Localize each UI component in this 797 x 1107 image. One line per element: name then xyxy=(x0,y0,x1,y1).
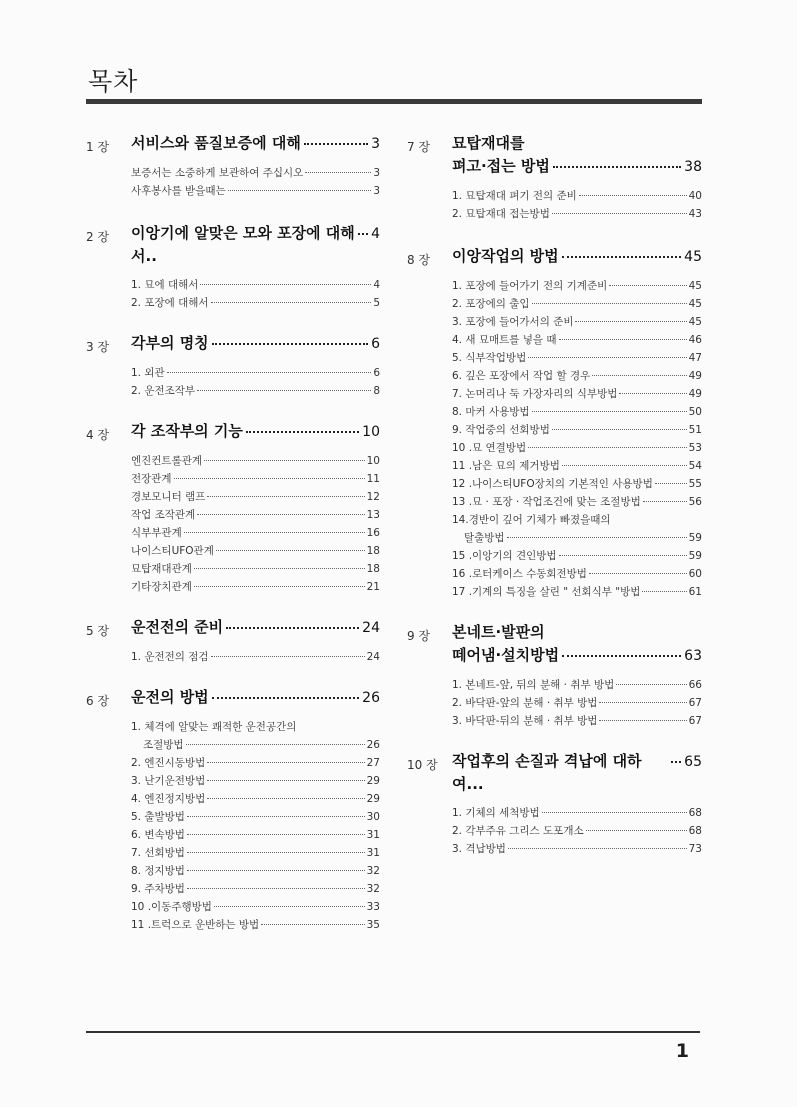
toc-entry xyxy=(131,542,380,560)
toc-entry xyxy=(131,648,380,666)
toc-entry xyxy=(131,294,380,312)
entry-label: 2. 바닥판-앞의 분해 · 취부 방법 xyxy=(452,697,598,709)
chapter-title-line: 본네트·발판의 xyxy=(452,623,545,641)
dot-leader xyxy=(562,655,681,657)
entry-page: 31 xyxy=(366,829,380,841)
toc-entry xyxy=(452,313,702,331)
dot-leader xyxy=(207,780,364,781)
entry-label: 15 .이앙기의 견인방법 xyxy=(452,550,557,562)
chapter-title-row xyxy=(131,686,380,710)
chapter-items xyxy=(452,277,702,601)
chapter-page: 26 xyxy=(362,690,380,706)
entry-label: 1. 외관 xyxy=(131,367,165,379)
entry-label: 2. 묘탑재대 접는방법 xyxy=(452,208,550,220)
chapter-title-line: 서비스와 품질보증에 대해 xyxy=(131,134,301,152)
dot-leader xyxy=(228,190,372,191)
entry-page: 29 xyxy=(366,793,380,805)
toc-entry xyxy=(452,583,702,601)
toc-entry xyxy=(131,560,380,578)
toc-entry xyxy=(452,511,702,529)
toc-entry xyxy=(452,295,702,313)
toc-chapter xyxy=(86,420,380,596)
entry-page: 68 xyxy=(688,807,702,819)
toc-entry xyxy=(452,403,702,421)
entry-page: 66 xyxy=(688,679,702,691)
chapter-number: 4 장 xyxy=(86,428,110,442)
toc-entry xyxy=(131,826,380,844)
chapter-title-row xyxy=(131,222,380,268)
dot-leader xyxy=(559,339,687,340)
entry-page: 35 xyxy=(366,919,380,931)
dot-leader xyxy=(643,501,687,502)
entry-page: 26 xyxy=(366,739,380,751)
toc-entry xyxy=(452,439,702,457)
entry-label: 나이스티UFO관계 xyxy=(131,545,214,557)
toc-chapter xyxy=(86,222,380,312)
dot-leader xyxy=(211,302,372,303)
dot-leader xyxy=(226,627,359,629)
entry-label: 1. 포장에 들어가기 전의 기계준비 xyxy=(452,280,608,292)
dot-leader xyxy=(559,555,687,556)
dot-leader xyxy=(553,166,681,168)
toc-entry xyxy=(131,276,380,294)
toc-entry xyxy=(131,898,380,916)
entry-label: 1. 묘탑재대 펴기 전의 준비 xyxy=(452,190,577,202)
entry-label: 1. 운전전의 점검 xyxy=(131,651,209,663)
dot-leader xyxy=(616,684,686,685)
chapter-title xyxy=(131,222,380,268)
entry-label: 3. 난기운전방법 xyxy=(131,775,206,787)
dot-leader xyxy=(200,284,371,285)
chapter-title xyxy=(131,686,380,710)
chapter-number: 9 장 xyxy=(407,629,431,643)
entry-label: 식부부관계 xyxy=(131,527,182,539)
toc-entry xyxy=(131,470,380,488)
entry-page: 24 xyxy=(366,651,380,663)
entry-label: 3. 격납방법 xyxy=(452,843,506,855)
chapter-items xyxy=(452,676,702,730)
entry-label: 1. 묘에 대해서 xyxy=(131,279,199,291)
chapter-title-line: 각부의 명칭 xyxy=(131,334,209,352)
dot-leader xyxy=(586,830,687,831)
entry-label: 3. 포장에 들어가서의 준비 xyxy=(452,316,574,328)
dot-leader xyxy=(609,285,686,286)
chapter-title xyxy=(452,132,702,179)
title-divider xyxy=(86,99,702,104)
dot-leader xyxy=(197,514,364,515)
chapter-number: 1 장 xyxy=(86,140,110,154)
entry-label: 11 .남은 묘의 제거방법 xyxy=(452,460,560,472)
page-title: 목차 xyxy=(88,67,139,96)
entry-label: 2. 각부주유 그리스 도포개소 xyxy=(452,825,584,837)
chapter-page: 10 xyxy=(362,424,380,440)
toc-chapter xyxy=(86,132,380,200)
toc-entry xyxy=(131,506,380,524)
entry-page: 29 xyxy=(366,775,380,787)
dot-leader xyxy=(187,816,365,817)
dot-leader xyxy=(194,568,365,569)
entry-label: 2. 포장에 대해서 xyxy=(131,297,209,309)
toc-entry xyxy=(452,712,702,730)
chapter-number: 3 장 xyxy=(86,340,110,354)
toc-entry xyxy=(131,754,380,772)
toc-entry xyxy=(131,452,380,470)
dot-leader xyxy=(304,143,368,145)
dot-leader xyxy=(167,372,372,373)
dot-leader xyxy=(655,483,687,484)
chapter-items xyxy=(131,364,380,400)
toc-entry xyxy=(452,493,702,511)
entry-label: 2. 운전조작부 xyxy=(131,385,196,397)
entry-label: 7. 선회방법 xyxy=(131,847,185,859)
entry-page: 45 xyxy=(688,280,702,292)
entry-label: 13 .묘 · 포장 · 작업조건에 맞는 조절방법 xyxy=(452,496,641,508)
entry-label: 4. 새 묘매트를 넣을 때 xyxy=(452,334,557,346)
chapter-title-row xyxy=(452,155,702,179)
entry-label: 11 .트럭으로 운반하는 방법 xyxy=(131,919,260,931)
toc-entry xyxy=(131,880,380,898)
entry-label: 엔진컨트롤관계 xyxy=(131,455,203,467)
entry-page: 45 xyxy=(688,316,702,328)
dot-leader xyxy=(214,906,365,907)
toc-entry xyxy=(131,736,380,754)
chapter-items xyxy=(131,452,380,596)
entry-page: 27 xyxy=(366,757,380,769)
entry-page: 4 xyxy=(373,279,380,291)
entry-label: 9. 작업중의 선회방법 xyxy=(452,424,550,436)
entry-page: 40 xyxy=(688,190,702,202)
dot-leader xyxy=(212,343,368,345)
entry-page: 47 xyxy=(688,352,702,364)
entry-page: 55 xyxy=(688,478,702,490)
entry-label: 1. 본네트-앞, 뒤의 분해 · 취부 방법 xyxy=(452,679,615,691)
dot-leader xyxy=(592,375,686,376)
entry-page: 61 xyxy=(688,586,702,598)
toc-chapter xyxy=(407,245,702,601)
entry-label: 2. 포장에의 출입 xyxy=(452,298,530,310)
entry-label: 9. 주차방법 xyxy=(131,883,185,895)
chapter-title-line: 펴고·접는 방법 xyxy=(452,157,550,175)
dot-leader xyxy=(542,812,687,813)
dot-leader xyxy=(187,888,365,889)
entry-page: 50 xyxy=(688,406,702,418)
entry-label: 10 .이동주행방법 xyxy=(131,901,212,913)
entry-page: 5 xyxy=(373,297,380,309)
chapter-title-row xyxy=(452,750,702,796)
entry-label: 전장관계 xyxy=(131,473,172,485)
chapter-items xyxy=(131,164,380,200)
entry-page: 49 xyxy=(688,388,702,400)
chapter-title xyxy=(452,621,702,668)
entry-page: 8 xyxy=(373,385,380,397)
entry-page: 32 xyxy=(366,883,380,895)
dot-leader xyxy=(619,393,686,394)
entry-page: 53 xyxy=(688,442,702,454)
toc-entry xyxy=(452,277,702,295)
toc-entry xyxy=(131,916,380,934)
dot-leader xyxy=(528,447,687,448)
entry-page: 67 xyxy=(688,697,702,709)
toc-entry xyxy=(452,694,702,712)
chapter-page: 4 xyxy=(371,226,380,242)
toc-entry xyxy=(131,382,380,400)
toc-chapter xyxy=(407,132,702,223)
toc-entry xyxy=(452,205,702,223)
chapter-items xyxy=(452,187,702,223)
entry-page: 49 xyxy=(688,370,702,382)
entry-page: 11 xyxy=(366,473,380,485)
dot-leader xyxy=(212,697,359,699)
dot-leader xyxy=(358,233,368,235)
entry-label: 보증서는 소중하게 보관하여 주십시오 xyxy=(131,167,304,179)
entry-page: 18 xyxy=(366,545,380,557)
toc-entry xyxy=(131,524,380,542)
entry-page: 32 xyxy=(366,865,380,877)
chapter-title xyxy=(452,750,702,796)
toc-chapter xyxy=(407,750,702,858)
entry-page: 16 xyxy=(366,527,380,539)
dot-leader xyxy=(184,532,365,533)
chapter-title-line: 운전전의 준비 xyxy=(131,618,224,636)
toc-entry xyxy=(452,385,702,403)
entry-page: 67 xyxy=(688,715,702,727)
toc-entry xyxy=(452,475,702,493)
dot-leader xyxy=(194,586,365,587)
toc-entry xyxy=(131,718,380,736)
toc-chapter xyxy=(407,621,702,730)
entry-page: 45 xyxy=(688,298,702,310)
entry-label: 기타장치관계 xyxy=(131,581,192,593)
chapter-page: 24 xyxy=(362,620,380,636)
chapter-title-row xyxy=(452,245,702,269)
toc-entry xyxy=(452,804,702,822)
toc-entry xyxy=(131,488,380,506)
entry-label: 묘탑재대관계 xyxy=(131,563,192,575)
toc-entry xyxy=(131,790,380,808)
dot-leader xyxy=(575,321,686,322)
entry-page: 54 xyxy=(688,460,702,472)
toc-entry xyxy=(131,844,380,862)
entry-page: 6 xyxy=(373,367,380,379)
entry-page: 21 xyxy=(366,581,380,593)
entry-page: 18 xyxy=(366,563,380,575)
entry-label: 4. 엔진정지방법 xyxy=(131,793,206,805)
dot-leader xyxy=(186,744,365,745)
dot-leader xyxy=(216,550,365,551)
chapter-title xyxy=(131,616,380,640)
entry-label: 5. 식부작업방법 xyxy=(452,352,527,364)
chapter-title-line: 떼어냄·설치방법 xyxy=(452,646,560,664)
toc-entry xyxy=(452,349,702,367)
entry-label: 16 .로터케이스 수동회전방법 xyxy=(452,568,587,580)
chapter-title-line: 운전의 방법 xyxy=(131,688,209,706)
chapter-number: 2 장 xyxy=(86,230,110,244)
chapter-title-row xyxy=(131,420,380,444)
chapter-title xyxy=(131,332,380,356)
dot-leader xyxy=(187,870,365,871)
toc-entry xyxy=(131,164,380,182)
dot-leader xyxy=(562,465,687,466)
chapter-title-row xyxy=(131,332,380,356)
chapter-page: 63 xyxy=(684,648,702,664)
entry-label: 12 .나이스티UFO장치의 기본적인 사용방법 xyxy=(452,478,653,490)
entry-page: 59 xyxy=(688,550,702,562)
entry-label: 1. 체격에 알맞는 쾌적한 운전공간의 xyxy=(131,721,297,733)
chapter-number: 6 장 xyxy=(86,694,110,708)
toc-chapter xyxy=(86,616,380,666)
chapter-number: 10 장 xyxy=(407,758,438,772)
entry-label: 8. 정지방법 xyxy=(131,865,185,877)
entry-label: 탈출방법 xyxy=(464,532,505,544)
entry-page: 30 xyxy=(366,811,380,823)
toc-entry xyxy=(452,547,702,565)
entry-label: 7. 논머리나 둑 가장자리의 식부방법 xyxy=(452,388,618,400)
toc-entry xyxy=(452,421,702,439)
toc-entry xyxy=(131,364,380,382)
entry-page: 43 xyxy=(688,208,702,220)
dot-leader xyxy=(508,848,687,849)
toc-left-column xyxy=(86,132,380,934)
toc-entry xyxy=(452,822,702,840)
entry-label: 17 .기계의 특징을 살린 " 선회식부 "방법 xyxy=(452,586,641,598)
chapter-page: 38 xyxy=(684,159,702,175)
toc-entry xyxy=(452,676,702,694)
entry-label: 2. 엔진시동방법 xyxy=(131,757,206,769)
entry-label: 조절방법 xyxy=(143,739,184,751)
entry-page: 51 xyxy=(688,424,702,436)
toc-entry xyxy=(452,457,702,475)
dot-leader xyxy=(187,834,365,835)
chapter-items xyxy=(131,648,380,666)
chapter-title xyxy=(452,245,702,269)
chapter-title-line: 묘탑재대를 xyxy=(452,134,525,152)
toc-entry xyxy=(131,182,380,200)
dot-leader xyxy=(552,429,687,430)
dot-leader xyxy=(532,411,687,412)
dot-leader xyxy=(579,195,687,196)
toc-entry xyxy=(452,565,702,583)
toc-entry xyxy=(452,331,702,349)
dot-leader xyxy=(642,591,686,592)
dot-leader xyxy=(599,702,686,703)
dot-leader xyxy=(211,656,365,657)
dot-leader xyxy=(671,761,681,763)
dot-leader xyxy=(207,496,364,497)
entry-page: 3 xyxy=(373,167,380,179)
chapter-title-row xyxy=(452,644,702,668)
dot-leader xyxy=(204,460,365,461)
entry-label: 8. 마커 사용방법 xyxy=(452,406,530,418)
entry-label: 14.경반이 깊어 기체가 빠졌을때의 xyxy=(452,514,611,526)
entry-page: 31 xyxy=(366,847,380,859)
entry-label: 3. 바닥판-뒤의 분해 · 취부 방법 xyxy=(452,715,598,727)
dot-leader xyxy=(246,431,359,433)
chapter-title-line: 각 조작부의 기능 xyxy=(131,422,243,440)
entry-page: 56 xyxy=(688,496,702,508)
chapter-number: 7 장 xyxy=(407,140,431,154)
chapter-title-line: 이앙작업의 방법 xyxy=(452,247,559,265)
entry-page: 3 xyxy=(373,185,380,197)
entry-page: 13 xyxy=(366,509,380,521)
entry-label: 10 .묘 연결방법 xyxy=(452,442,527,454)
dot-leader xyxy=(305,172,371,173)
dot-leader xyxy=(599,720,686,721)
chapter-page: 3 xyxy=(371,136,380,152)
entry-page: 10 xyxy=(366,455,380,467)
toc-entry xyxy=(131,578,380,596)
dot-leader xyxy=(207,798,364,799)
entry-label: 사후봉사를 받을때는 xyxy=(131,185,226,197)
entry-label: 6. 변속방법 xyxy=(131,829,185,841)
entry-page: 33 xyxy=(366,901,380,913)
toc-entry xyxy=(131,808,380,826)
toc-right-column xyxy=(407,132,702,858)
entry-page: 46 xyxy=(688,334,702,346)
chapter-items xyxy=(452,804,702,858)
chapter-title-row xyxy=(131,132,380,156)
entry-page: 68 xyxy=(688,825,702,837)
entry-label: 1. 기체의 세척방법 xyxy=(452,807,540,819)
entry-page: 59 xyxy=(688,532,702,544)
chapter-page: 45 xyxy=(684,249,702,265)
chapter-title-line: 이앙기에 알맞은 모와 포장에 대해서.. xyxy=(131,224,355,265)
chapter-title-line: 작업후의 손질과 격납에 대하여... xyxy=(452,752,642,793)
dot-leader xyxy=(528,357,686,358)
entry-page: 73 xyxy=(688,843,702,855)
chapter-items xyxy=(131,718,380,934)
chapter-number: 8 장 xyxy=(407,253,431,267)
dot-leader xyxy=(197,390,371,391)
dot-leader xyxy=(187,852,365,853)
toc-entry xyxy=(452,529,702,547)
dot-leader xyxy=(174,478,365,479)
dot-leader xyxy=(562,256,682,258)
toc-entry xyxy=(452,187,702,205)
chapter-items xyxy=(131,276,380,312)
toc-chapter xyxy=(86,686,380,934)
toc-entry xyxy=(131,772,380,790)
entry-label: 5. 출발방법 xyxy=(131,811,185,823)
toc-entry xyxy=(131,862,380,880)
chapter-number: 5 장 xyxy=(86,624,110,638)
entry-page: 60 xyxy=(688,568,702,580)
chapter-page: 6 xyxy=(371,336,380,352)
entry-page: 12 xyxy=(366,491,380,503)
entry-label: 경보모니터 램프 xyxy=(131,491,206,503)
entry-label: 작업 조작관계 xyxy=(131,509,196,521)
toc-entry xyxy=(452,367,702,385)
dot-leader xyxy=(261,924,364,925)
page-number: 1 xyxy=(675,1040,689,1062)
dot-leader xyxy=(532,303,687,304)
chapter-title-row xyxy=(131,616,380,640)
entry-label: 6. 깊은 포장에서 작업 할 경우 xyxy=(452,370,591,382)
chapter-title xyxy=(131,132,380,156)
chapter-title xyxy=(131,420,380,444)
toc-entry xyxy=(452,840,702,858)
dot-leader xyxy=(507,537,687,538)
dot-leader xyxy=(552,213,687,214)
chapter-page: 65 xyxy=(684,754,702,770)
toc-chapter xyxy=(86,332,380,400)
footer-divider xyxy=(86,1031,700,1033)
dot-leader xyxy=(589,573,687,574)
dot-leader xyxy=(207,762,364,763)
